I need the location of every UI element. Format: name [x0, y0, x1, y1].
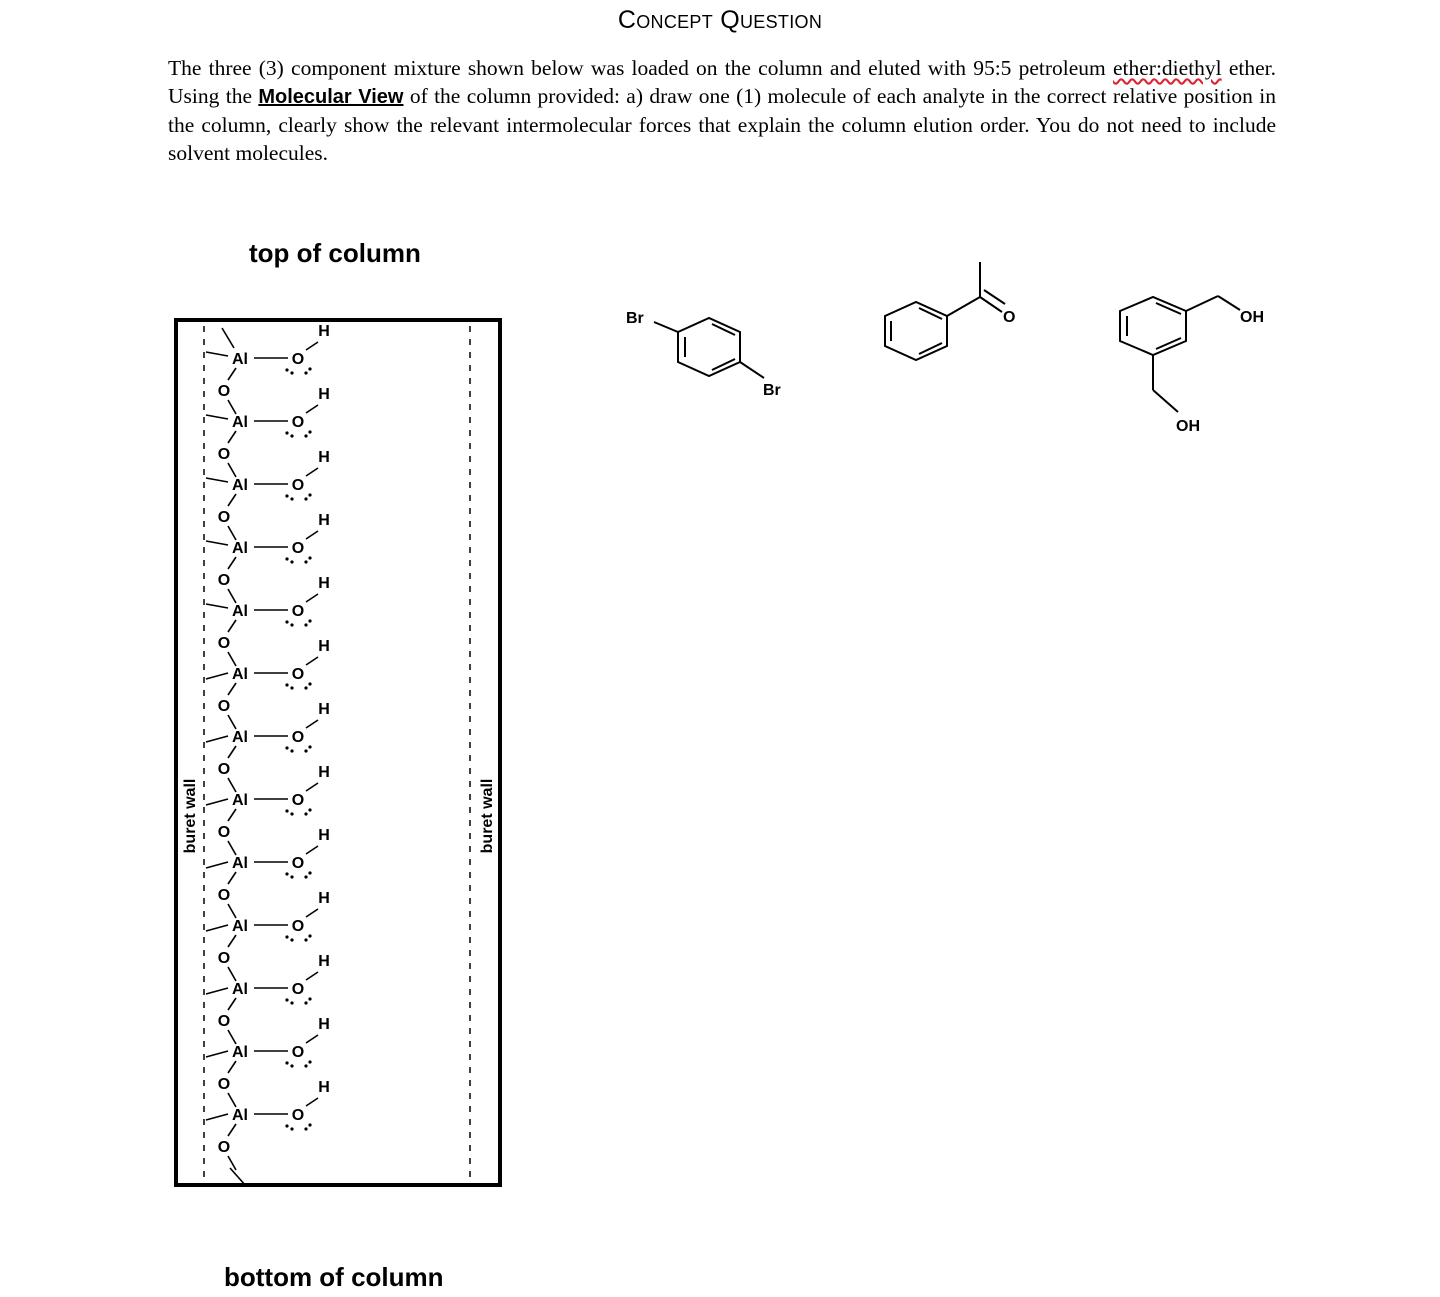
benzenedimethanol-structure: [1120, 296, 1240, 412]
hydroxyl-hydrogen-atom: H: [318, 512, 330, 529]
hydroxyl-hydrogen-atom: H: [318, 764, 330, 781]
bridging-oxygen-atom: O: [217, 1139, 231, 1156]
hydroxyl-oxygen-atom: O: [291, 1044, 305, 1061]
question-part-1: The three (3) component mixture shown below was loaded on the column and eluted with 95:5 petroleum: [168, 56, 1113, 80]
hydroxyl-hydrogen-atom: H: [318, 386, 330, 403]
question-part-2: ether. Using the: [168, 56, 1276, 108]
bridging-oxygen-atom: O: [217, 509, 231, 526]
carbonyl-oxygen-label: O: [1003, 309, 1016, 326]
aluminum-atom: Al: [232, 540, 248, 557]
hydroxyl-label-1: OH: [1240, 309, 1264, 326]
hydroxyl-hydrogen-atom: H: [318, 827, 330, 844]
spellcheck-word: ether:diethyl: [1112, 56, 1222, 80]
hydroxyl-oxygen-atom: O: [291, 918, 305, 935]
hydroxyl-hydrogen-atom: H: [318, 575, 330, 592]
page-title: Concept Question: [617, 6, 823, 34]
aluminum-atom: Al: [232, 477, 248, 494]
bottom-of-column-label: bottom of column: [224, 1262, 444, 1292]
hydroxyl-oxygen-atom: O: [291, 477, 305, 494]
hydroxyl-hydrogen-atom: H: [318, 890, 330, 907]
hydroxyl-oxygen-atom: O: [291, 603, 305, 620]
hydroxyl-oxygen-atom: O: [291, 855, 305, 872]
bridging-oxygen-atom: O: [217, 446, 231, 463]
acetophenone-structure: [885, 262, 1005, 360]
bridging-oxygen-atom: O: [217, 761, 231, 778]
molecular-view-term: Molecular View: [258, 86, 404, 108]
hydroxyl-hydrogen-atom: H: [318, 638, 330, 655]
bridging-oxygen-atom: O: [217, 383, 231, 400]
aluminum-atom: Al: [232, 918, 248, 935]
bridging-oxygen-atom: O: [217, 824, 231, 841]
hydroxyl-hydrogen-atom: H: [318, 1016, 330, 1033]
aluminum-atom: Al: [232, 792, 248, 809]
hydroxyl-hydrogen-atom: H: [318, 449, 330, 466]
hydroxyl-oxygen-atom: O: [291, 981, 305, 998]
hydroxyl-hydrogen-atom: H: [318, 323, 330, 340]
buret-wall-label-right: buret wall: [479, 778, 496, 854]
hydroxyl-label-2: OH: [1176, 418, 1200, 435]
hydroxyl-hydrogen-atom: H: [318, 701, 330, 718]
bridging-oxygen-atom: O: [217, 572, 231, 589]
bromine-label-2: Br: [763, 382, 781, 399]
bridging-oxygen-atom: O: [217, 887, 231, 904]
aluminum-atom: Al: [232, 666, 248, 683]
aluminum-atom: Al: [232, 351, 248, 368]
bridging-oxygen-atom: O: [217, 635, 231, 652]
bromine-label-1: Br: [626, 310, 644, 327]
hydroxyl-oxygen-atom: O: [291, 729, 305, 746]
hydroxyl-hydrogen-atom: H: [318, 953, 330, 970]
aluminum-atom: Al: [232, 414, 248, 431]
bridging-oxygen-atom: O: [217, 698, 231, 715]
buret-wall-label-left: buret wall: [182, 778, 199, 854]
hydroxyl-oxygen-atom: O: [291, 1107, 305, 1124]
hydroxyl-oxygen-atom: O: [291, 351, 305, 368]
hydroxyl-oxygen-atom: O: [291, 666, 305, 683]
dibromobenzene-structure: [654, 318, 764, 378]
hydroxyl-oxygen-atom: O: [291, 540, 305, 557]
top-of-column-label: top of column: [249, 238, 421, 268]
bridging-oxygen-atom: O: [217, 950, 231, 967]
hydroxyl-hydrogen-atom: H: [318, 1079, 330, 1096]
aluminum-atom: Al: [232, 855, 248, 872]
hydroxyl-oxygen-atom: O: [291, 792, 305, 809]
aluminum-atom: Al: [232, 981, 248, 998]
aluminum-atom: Al: [232, 729, 248, 746]
aluminum-atom: Al: [232, 1107, 248, 1124]
aluminum-atom: Al: [232, 1044, 248, 1061]
hydroxyl-oxygen-atom: O: [291, 414, 305, 431]
question-part-3: of the column provided: a) draw one (1) molecule of each analyte in the correct relative position in the column, clearly show the relevant intermolecular forces that explain the column elution order. You do not need to include solvent molecules.: [168, 84, 1276, 165]
bridging-oxygen-atom: O: [217, 1076, 231, 1093]
bridging-oxygen-atom: O: [217, 1013, 231, 1030]
aluminum-atom: Al: [232, 603, 248, 620]
